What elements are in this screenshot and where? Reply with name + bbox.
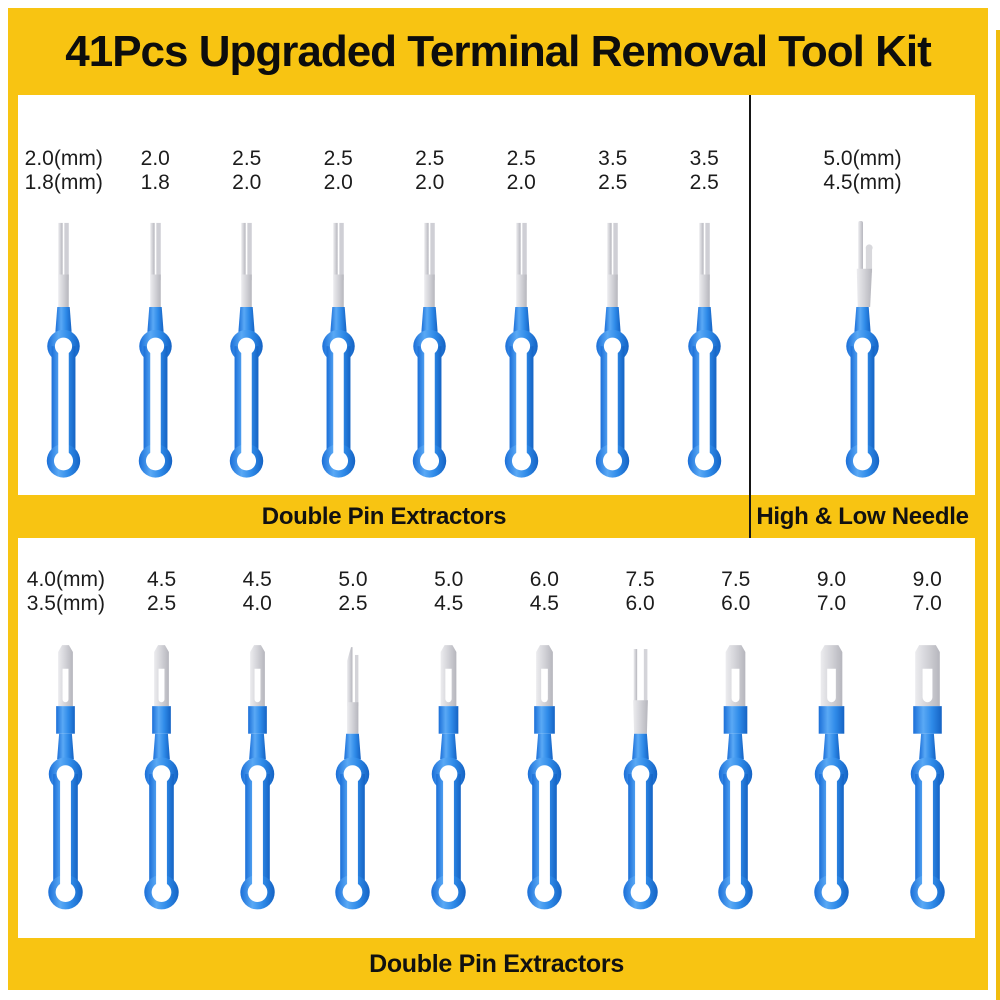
section-label-strip [18,495,975,538]
size-bottom-value: 2.0 [415,171,445,194]
size-top-value: 2.0(mm) [24,147,103,170]
terminal-tool-illustration [226,644,289,912]
terminal-tool-illustration [490,221,553,479]
size-bottom-value: 2.5 [338,592,368,615]
size-bottom-value: 4.5 [529,592,559,615]
size-bottom-value: 2.0 [232,171,262,194]
size-top-value: 2.5 [506,147,536,170]
size-top-value: 2.5 [232,147,262,170]
terminal-tool-illustration [896,644,959,912]
size-label [25,147,103,195]
size-bottom-value: 7.0 [816,592,847,615]
terminal-tool-illustration [32,221,95,479]
size-top-value: 2.0 [140,147,170,170]
size-top-value: 3.5 [689,147,719,170]
terminal-tool-illustration [215,221,278,479]
size-label [27,568,105,616]
strip-cell-right [750,495,975,538]
tool-column [750,147,975,495]
size-label [324,147,353,195]
vertical-divider [749,95,751,538]
size-top-value: 2.5 [323,147,353,170]
size-label [913,568,942,616]
photo-edge-artifact [996,30,1000,1000]
tool-column [18,568,114,938]
terminal-tool-illustration [307,221,370,479]
size-top-value: 4.5 [242,568,272,591]
tool-column [567,147,659,495]
terminal-tool-illustration [398,221,461,479]
high-low-needle-column [750,95,975,495]
size-bottom-value: 2.5 [598,171,628,194]
tool-column [497,568,593,938]
double-pin-extractors-bottom-row [18,538,975,938]
size-top-value: 3.5 [598,147,628,170]
size-bottom-value: 2.5 [689,171,719,194]
size-label [141,147,170,195]
size-bottom-value: 6.0 [625,592,655,615]
tool-column [476,147,568,495]
double-pin-extractors-top-row [18,95,750,495]
terminal-tool-illustration [321,644,384,912]
strip-cell-left [18,495,750,538]
tool-column [114,568,210,938]
size-bottom-value: 3.5(mm) [26,592,105,615]
size-bottom-value: 4.5(mm) [823,171,902,194]
size-bottom-value: 7.0 [912,592,942,615]
terminal-tool-illustration [417,644,480,912]
tool-column [384,147,476,495]
page-title: 41Pcs Upgraded Terminal Removal Tool Kit [65,26,931,76]
size-label [232,147,261,195]
tool-column [18,147,110,495]
top-panel [18,95,975,495]
terminal-tool-illustration [609,644,672,912]
size-top-value: 4.0(mm) [26,568,105,591]
size-label [625,568,654,616]
double-pin-extractors-bottom-label: Double Pin Extractors [369,949,624,978]
size-bottom-value: 2.0 [506,171,536,194]
size-bottom-value: 4.0 [242,592,272,615]
tool-column [293,147,385,495]
tool-column [688,568,784,938]
title-bar [8,8,988,95]
size-bottom-value: 6.0 [721,592,751,615]
size-top-value: 9.0 [816,568,847,591]
size-label [415,147,444,195]
tool-column [110,147,202,495]
tool-column [659,147,751,495]
size-bottom-value: 1.8(mm) [24,171,103,194]
size-top-value: 7.5 [625,568,655,591]
size-label [690,147,719,195]
size-bottom-value: 2.5 [146,592,177,615]
size-top-value: 9.0 [912,568,942,591]
terminal-tool-illustration [704,644,767,912]
size-label [823,147,901,195]
size-label [721,568,750,616]
size-top-value: 6.0 [529,568,559,591]
terminal-tool-illustration [513,644,576,912]
tool-column [201,147,293,495]
size-top-value: 4.5 [146,568,177,591]
size-label [598,147,627,195]
size-label [530,568,559,616]
size-top-value: 5.0 [338,568,368,591]
tool-column [784,568,880,938]
terminal-tool-illustration [673,221,736,479]
high-low-needle-label: High & Low Needle [756,502,969,530]
terminal-tool-illustration [130,644,193,912]
size-top-value: 5.0(mm) [823,147,902,170]
size-label [434,568,463,616]
size-bottom-value: 1.8 [140,171,170,194]
tool-column [209,568,305,938]
size-top-value: 2.5 [415,147,445,170]
size-label [338,568,367,616]
bottom-label-strip [18,938,975,990]
terminal-tool-illustration [800,644,863,912]
size-label [243,568,272,616]
terminal-tool-illustration [34,644,97,912]
size-label [817,568,846,616]
size-bottom-value: 2.0 [323,171,353,194]
tool-column [305,568,401,938]
size-bottom-value: 4.5 [434,592,464,615]
tool-column [879,568,975,938]
bottom-panel [18,538,975,938]
size-top-value: 7.5 [721,568,751,591]
size-label [507,147,536,195]
tool-column [592,568,688,938]
terminal-tool-illustration [124,221,187,479]
double-pin-extractors-label: Double Pin Extractors [261,502,507,530]
terminal-tool-illustration [831,221,894,479]
size-label [147,568,176,616]
tool-column [401,568,497,938]
size-top-value: 5.0 [434,568,464,591]
terminal-tool-illustration [581,221,644,479]
